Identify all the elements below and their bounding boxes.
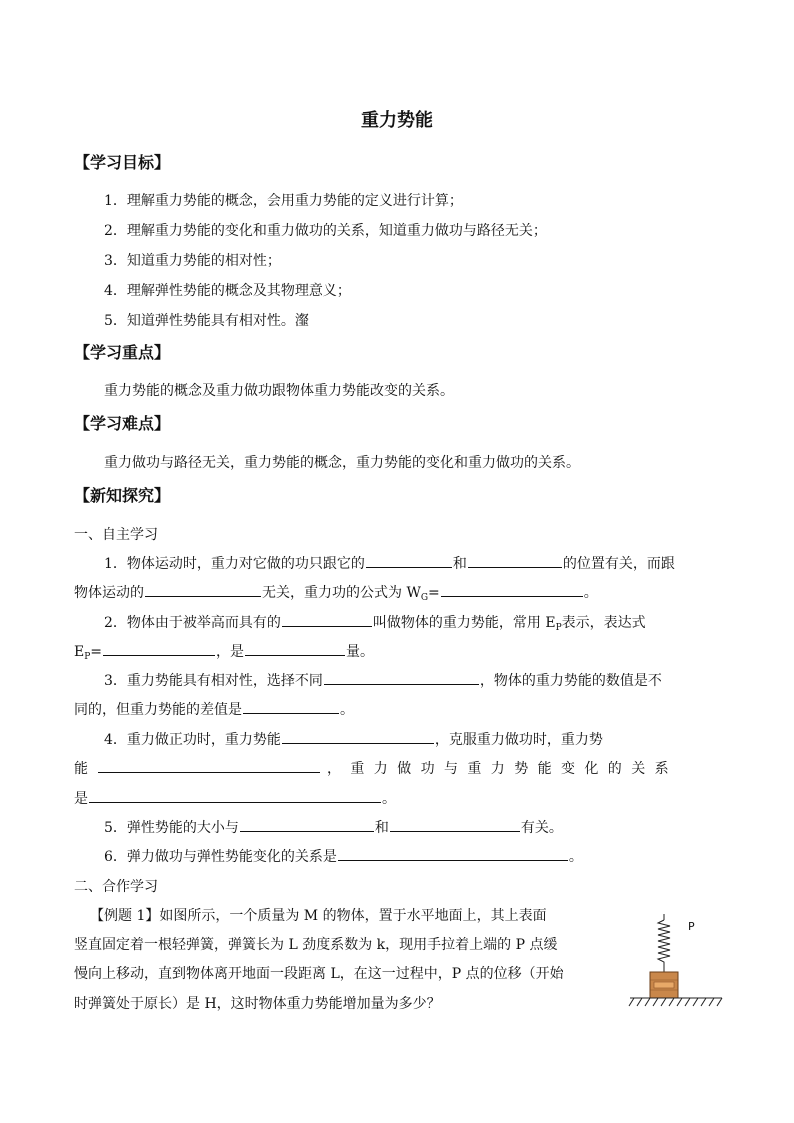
question-3-line-2: 同的，但重力势能的差值是 。 [74,699,354,719]
answer-blank[interactable] [103,641,215,656]
question-2-line-1: 2．物体由于被举高而具有的 叫做物体的重力势能，常用 $E_P$表示，表达式 [104,612,646,633]
page-title: 重力势能 [361,110,433,131]
answer-blank[interactable] [390,817,520,832]
example-1-line-1: 【例题 1】如图所示，一个质量为 M 的物体，置于水平地面上，其上表面 [90,908,547,924]
key-text: 重力势能的概念及重力做功跟物体重力势能改变的关系。 [104,383,454,399]
goal-item: 3．知道重力势能的相对性； [104,253,281,269]
goals-heading: 【学习目标】 [74,153,171,172]
goal-item: 4．理解弹性势能的概念及其物理意义； [104,283,351,299]
self-study-heading: 一、自主学习 [74,527,158,543]
example-1-line-2: 竖直固定着一根轻弹簧，弹簧长为 L 劲度系数为 k，现用手拉着上端的 P 点缓 [74,937,558,953]
answer-blank[interactable] [324,670,479,685]
goal-item: 2．理解重力势能的变化和重力做功的关系，知道重力做功与路径无关； [104,223,547,239]
answer-blank[interactable] [282,612,372,627]
goal-item: 5．知道弹性势能具有相对性。瀣 [104,313,309,329]
difficulty-text: 重力做功与路径无关，重力势能的概念，重力势能的变化和重力做功的关系。 [104,455,580,471]
example-1-line-4: 时弹簧处于原长）是 H，这时物体重力势能增加量为多少？ [74,996,441,1012]
answer-blank[interactable] [468,553,562,568]
question-4-line-3: 是 。 [74,788,396,808]
answer-blank[interactable] [145,582,261,597]
explore-heading: 【新知探究】 [74,486,171,505]
answer-blank[interactable] [245,641,345,656]
difficulty-heading: 【学习难点】 [74,414,171,433]
point-p-label: P [688,920,695,933]
spring-icon [658,914,670,972]
answer-blank[interactable] [338,846,568,861]
answer-blank[interactable] [243,699,339,714]
answer-blank[interactable] [98,758,320,773]
question-5: 5．弹性势能的大小与 和 有关。 [104,817,563,837]
spring-block-figure [626,910,726,1020]
ground-icon [629,998,722,1006]
answer-blank[interactable] [89,788,381,803]
block-icon [650,972,678,998]
spring-block-diagram [626,910,726,1020]
answer-blank[interactable] [441,582,583,597]
question-6: 6．弹力做功与弹性势能变化的关系是 。 [104,846,583,866]
answer-blank[interactable] [240,817,374,832]
question-2-line-2: $E_P=$ ，是 量。 [74,641,374,662]
answer-blank[interactable] [282,729,434,744]
question-1-line-1: 1．物体运动时，重力对它做的功只跟它的 和 的位置有关，而跟 [104,553,675,573]
question-1-line-2: 物体运动的 无关，重力功的公式为 $W_G=$ 。 [74,582,598,603]
goal-item: 1．理解重力势能的概念，会用重力势能的定义进行计算； [104,193,463,209]
coop-heading: 二、合作学习 [74,879,158,895]
example-label: 【例题 1】 [90,908,160,924]
key-heading: 【学习重点】 [74,343,171,362]
question-4-line-1: 4．重力做正功时，重力势能 ，克服重力做功时，重力势 [104,729,603,749]
answer-blank[interactable] [366,553,452,568]
example-1-line-3: 慢向上移动，直到物体离开地面一段距离 L，在这一过程中，P 点的位移（开始 [74,966,564,982]
question-3-line-1: 3．重力势能具有相对性，选择不同 ，物体的重力势能的数值是不 [104,670,662,690]
question-4-line-2: 能 ，重力做功与重力势能变化的关系 [74,758,722,778]
